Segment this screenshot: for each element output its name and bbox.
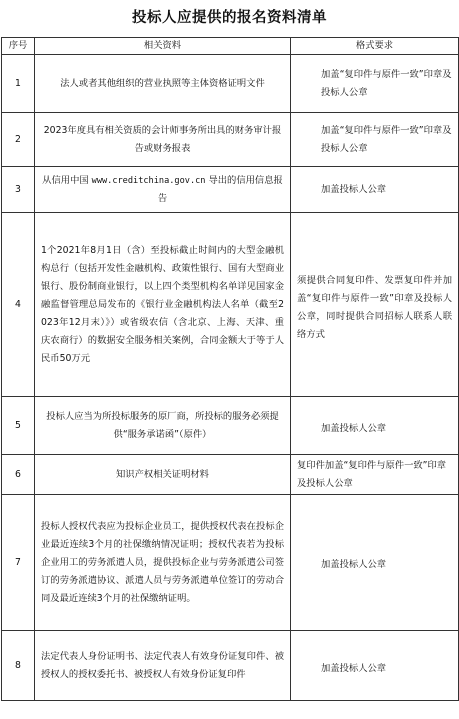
table-header-row <box>2 38 459 55</box>
table-row <box>2 55 459 113</box>
row-format: 加盖投标人公章 <box>291 167 459 213</box>
row-number: 4 <box>2 213 35 397</box>
row-material: 法人或者其他组织的营业执照等主体资格证明文件 <box>35 55 291 113</box>
material-text-prefix: 从信用中国 <box>42 174 89 186</box>
row-number: 5 <box>2 397 35 455</box>
table-row <box>2 495 459 631</box>
row-format: 加盖“复印件与原件一致”印章及投标人公章 <box>291 113 459 167</box>
header-material: 相关资料 <box>35 38 291 55</box>
row-material: 2023年度具有相关资质的会计师事务所出具的财务审计报告或财务报表 <box>35 113 291 167</box>
row-material: 法定代表人身份证明书、法定代表人有效身份证复印件、被授权人的授权委托书、被授权人有效身份证复印件 <box>35 631 291 701</box>
row-format: 复印件加盖“复印件与原件一致”印章及投标人公章 <box>291 455 459 495</box>
row-number: 8 <box>2 631 35 701</box>
table-row <box>2 455 459 495</box>
row-format: 须提供合同复印件、发票复印件并加盖“复印件与原件一致”印章及投标人公章，同时提供合同招标人联系人联络方式 <box>291 213 459 397</box>
table-row <box>2 631 459 701</box>
row-number: 7 <box>2 495 35 631</box>
row-material <box>35 167 291 213</box>
row-material: 投标人应当为所投标服务的原厂商，所投标的服务必须提供“服务承诺函”（原件） <box>35 397 291 455</box>
table-row <box>2 113 459 167</box>
row-number: 1 <box>2 55 35 113</box>
row-material: 1个2021年8月1日（含）至投标截止时间内的大型金融机构总行（包括开发性金融机构、政策性银行、国有大型商业银行、股份制商业银行，以上四个类型机构名单详见国家金融监督管理总局发布的《银行业金融机构法人名单（截至2023年12月末）》）或省级农信（含北京、上海、天津、重庆农商行）的数据安全服务相关案例，合同金额大于等于人民币50万元 <box>35 213 291 397</box>
material-text-suffix: 导出的信用信息报告 <box>157 174 283 204</box>
table-row <box>2 167 459 213</box>
header-format: 格式要求 <box>291 38 459 55</box>
row-number: 2 <box>2 113 35 167</box>
header-no: 序号 <box>2 38 35 55</box>
row-format: 加盖投标人公章 <box>291 631 459 701</box>
row-material: 投标人授权代表应为投标企业员工，提供授权代表在投标企业最近连续3个月的社保缴纳情况证明；授权代表若为投标企业用工的劳务派遣人员，提供投标企业与劳务派遣公司签订的劳务派遣协议、派遣人员与劳务派遣单位签订的劳动合同及最近连续3个月的社保缴纳证明。 <box>35 495 291 631</box>
row-format: 加盖投标人公章 <box>291 397 459 455</box>
row-number: 3 <box>2 167 35 213</box>
table-row <box>2 397 459 455</box>
row-material: 知识产权相关证明材料 <box>35 455 291 495</box>
materials-table <box>1 37 459 701</box>
document-title: 投标人应提供的报名资料清单 <box>132 9 327 26</box>
credit-china-url: www.creditchina.gov.cn <box>91 175 206 186</box>
row-format: 加盖投标人公章 <box>291 495 459 631</box>
table-row <box>2 213 459 397</box>
row-format: 加盖“复印件与原件一致”印章及投标人公章 <box>291 55 459 113</box>
row-number: 6 <box>2 455 35 495</box>
